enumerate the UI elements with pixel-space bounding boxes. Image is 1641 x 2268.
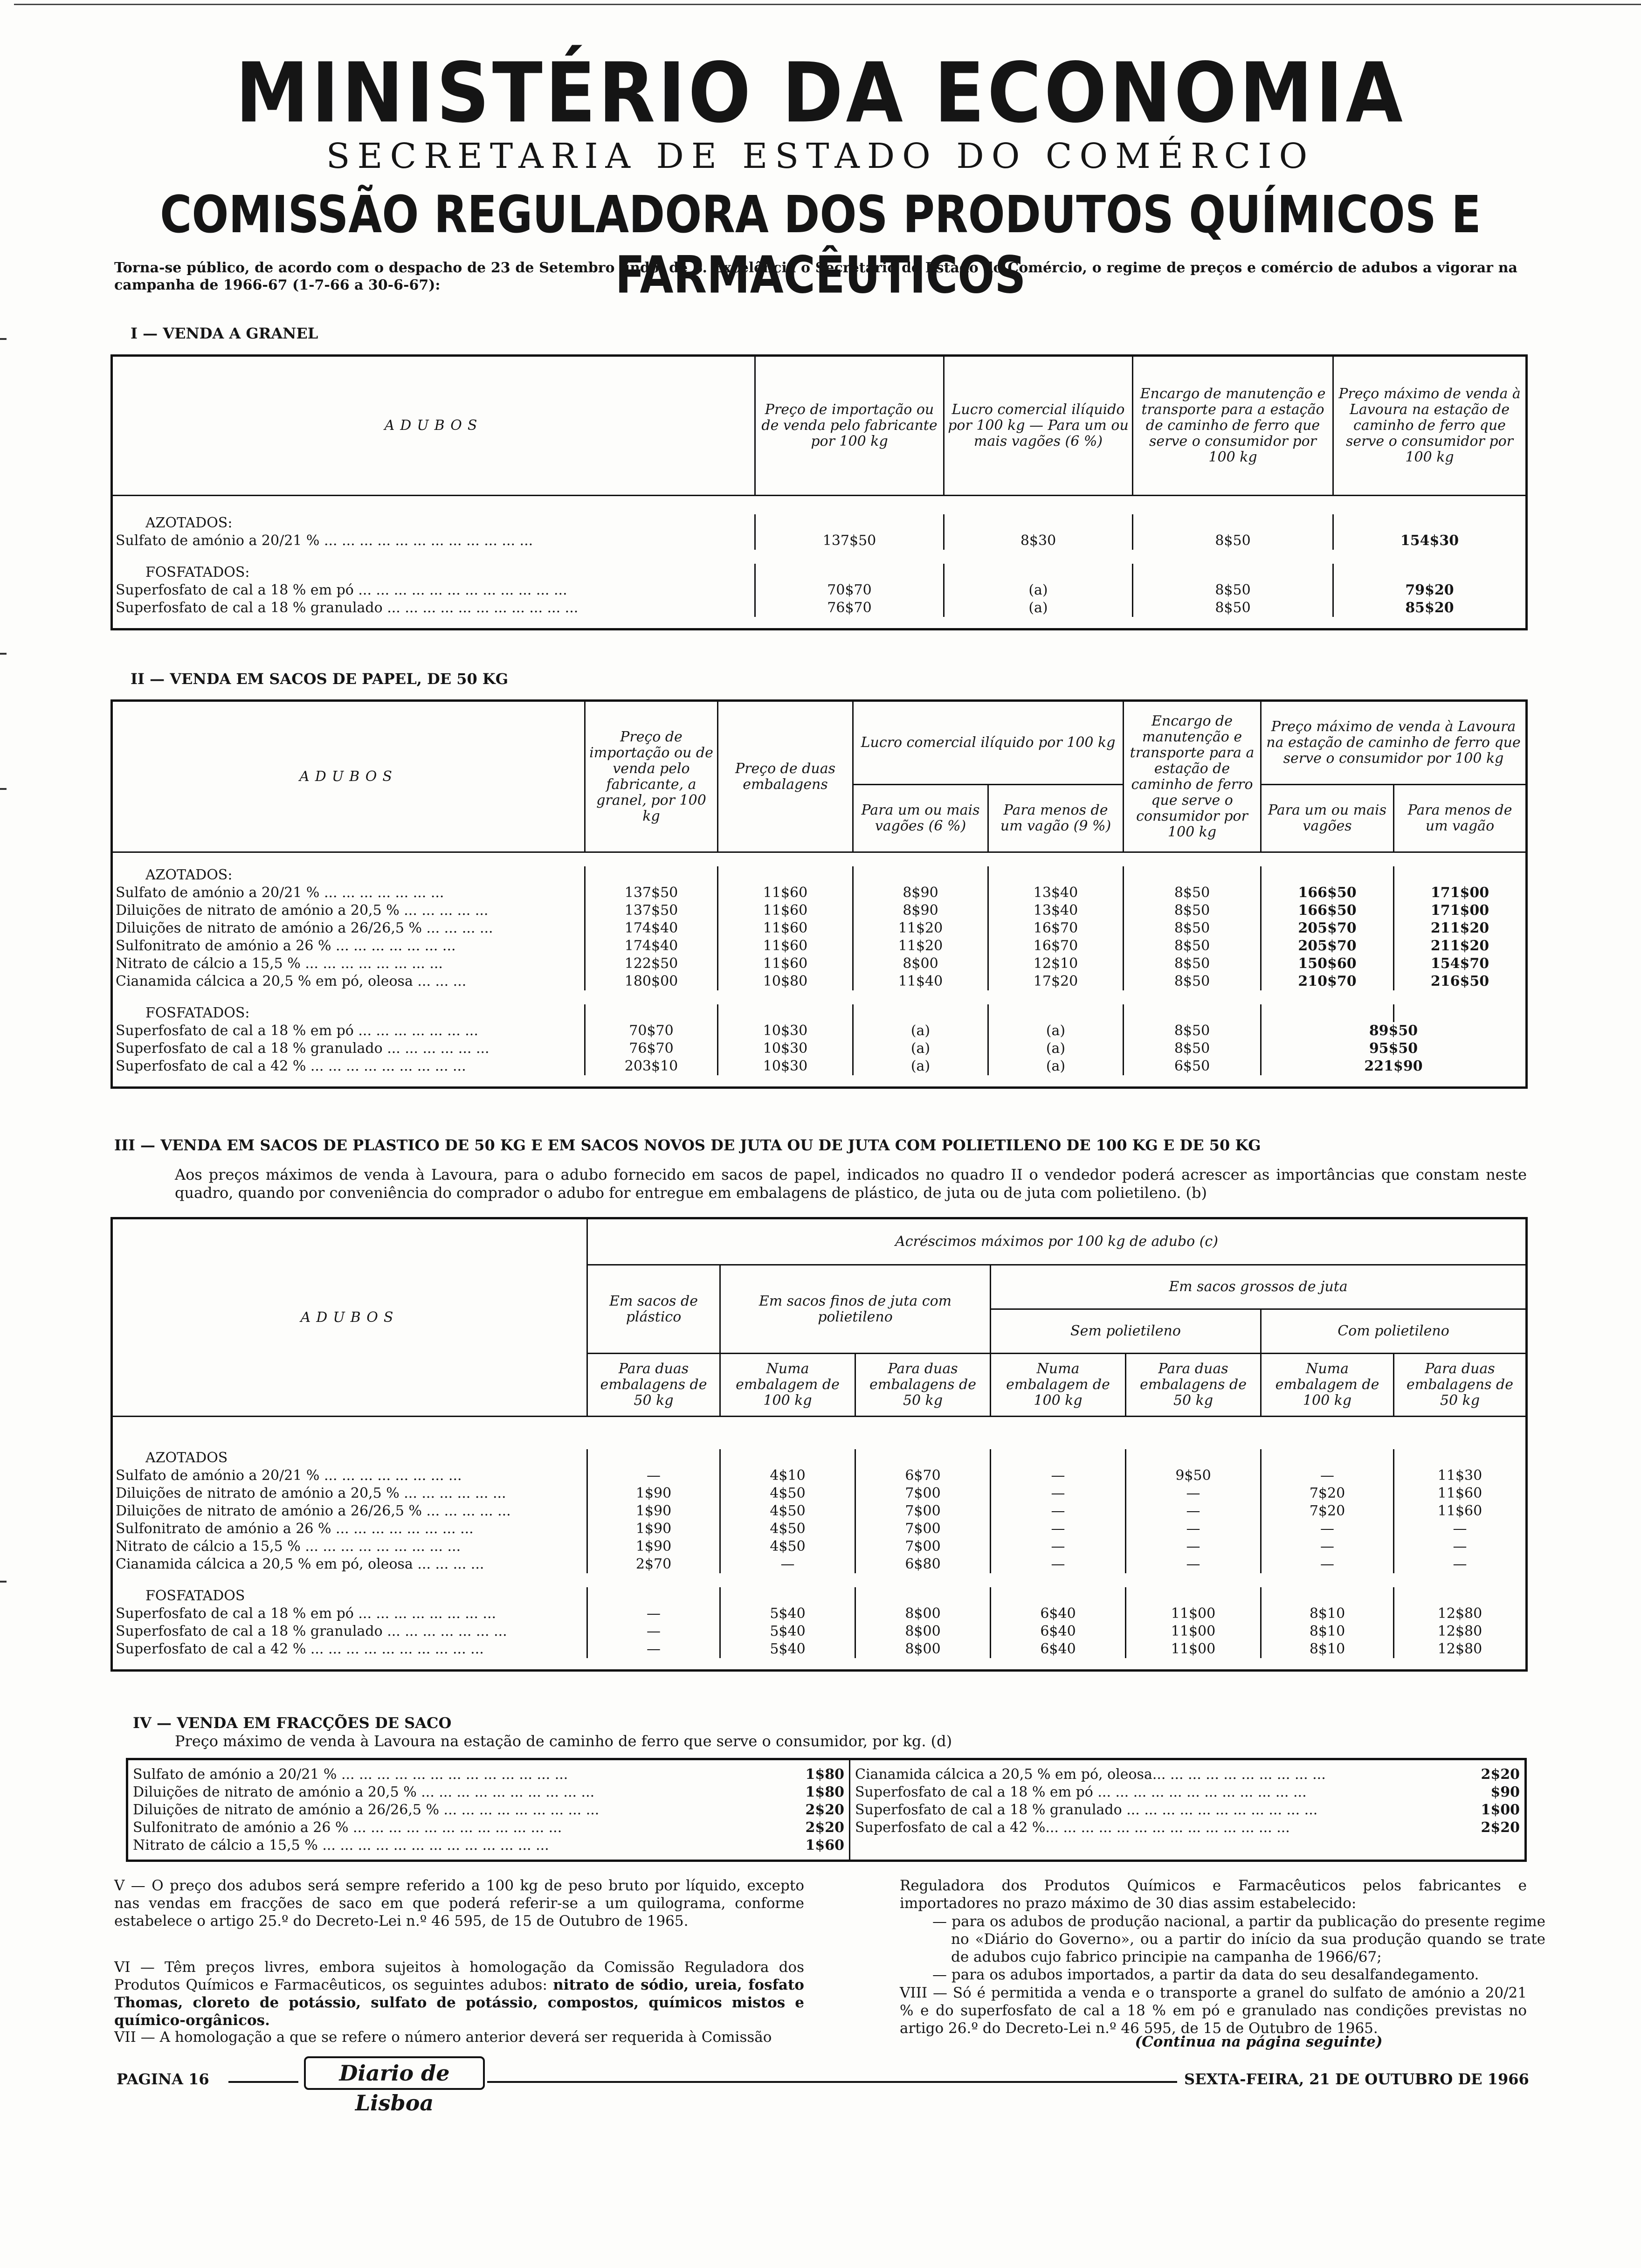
price-cell: 205$70 — [1261, 920, 1394, 937]
price-cell: 11$00 — [1126, 1605, 1261, 1623]
table-row — [112, 1556, 1527, 1573]
price-cell: — — [587, 1640, 720, 1658]
price-cell: 76$70 — [755, 599, 944, 617]
price-cell: 79$20 — [1333, 581, 1527, 599]
product-name: Diluições de nitrato de amónio a 20,5 % ... ... ... ... ... ... ... ... ... ... — [133, 1784, 595, 1800]
table-row — [112, 599, 1527, 617]
product-name: Superfosfato de cal a 18 % granulado ... ... ... ... ... ... ... ... ... ... ... — [112, 599, 755, 617]
price-cell: 11$60 — [718, 902, 853, 920]
price-cell: 7$20 — [1261, 1485, 1394, 1502]
col-max-price: Preço máximo de venda à Lavoura na estação de caminho de ferro que serve o consumidor por 100 kg — [1261, 701, 1527, 785]
price-cell: 1$90 — [587, 1538, 720, 1556]
table-row — [112, 937, 1527, 955]
price-cell: 11$60 — [718, 884, 853, 902]
price-cell: 11$60 — [1394, 1485, 1527, 1502]
price-cell: 13$40 — [988, 902, 1124, 920]
price-cell: 12$80 — [1394, 1623, 1527, 1640]
col-margin-less-wagon: Para menos de um vagão (9 %) — [988, 785, 1124, 852]
col-transport-charge: Encargo de manutenção e transporte para a estação de caminho de ferro que serve o consumidor por 100 kg — [1133, 356, 1333, 496]
note-bullet-1: — para os adubos de produção nacional, a partir da publicação do presente regime no «Diário do Governo», ou a partir do início da sua produção quando se trate de adubos cujo fabrico principie na campanha de 1966/67; — [932, 1913, 1545, 1965]
product-name: Cianamida cálcica a 20,5 % em pó, oleosa ... ... ... ... — [112, 1556, 587, 1573]
price-cell: 11$60 — [718, 937, 853, 955]
price-cell: 216$50 — [1394, 973, 1527, 990]
group-label: AZOTADOS: — [112, 866, 585, 884]
price-cell: 89$50 — [1261, 1022, 1527, 1040]
price-cell: 7$20 — [1261, 1502, 1394, 1520]
spacer-row — [112, 496, 1527, 514]
col-coarse-jute-sacks: Em sacos grossos de juta — [991, 1265, 1527, 1309]
price-cell: 10$30 — [718, 1040, 853, 1058]
price-cell: 154$70 — [1394, 955, 1527, 973]
col-transport-charge: Encargo de manutenção e transporte para a estação de caminho de ferro que serve o consumidor por 100 kg — [1124, 701, 1261, 852]
price-cell: 1$90 — [587, 1485, 720, 1502]
price-cell: 11$60 — [1394, 1502, 1527, 1520]
product-name: Cianamida cálcica a 20,5 % em pó, oleosa... ... ... ... ... ... ... ... ... ... — [850, 1766, 1456, 1784]
price-cell: 150$60 — [1261, 955, 1394, 973]
price-cell: 8$10 — [1261, 1623, 1394, 1640]
product-name: Sulfonitrato de amónio a 26 % ... ... ... ... ... ... ... ... — [112, 1520, 587, 1538]
price-cell: — — [1261, 1467, 1394, 1485]
product-name: Superfosfato de cal a 42 % ... ... ... ... ... ... ... ... ... ... — [112, 1640, 587, 1658]
page-title: MINISTÉRIO DA ECONOMIA — [235, 45, 1406, 142]
price-cell: 2$70 — [587, 1556, 720, 1573]
col-with-polyethylene: Com polietileno — [1261, 1309, 1527, 1354]
price-cell: — — [1261, 1556, 1394, 1573]
price-cell: 1$80 — [805, 1766, 844, 1783]
price-cell: 11$30 — [1394, 1467, 1527, 1485]
note-vi-lead: VI — Têm preços livres, embora sujeitos à homologação da Comissão Reguladora dos Produtos Químicos e Farmacêuticos, os seguintes adubos: — [114, 1959, 804, 1993]
col-adubos: ADUBOS — [112, 356, 755, 496]
price-cell: — — [1126, 1485, 1261, 1502]
col-two-packs-50kg: Para duas embalagens de 50 kg — [1126, 1354, 1261, 1417]
price-cell: 6$50 — [1124, 1058, 1261, 1075]
price-cell: (a) — [988, 1058, 1124, 1075]
price-cell: 211$20 — [1394, 937, 1527, 955]
table-row — [112, 884, 1527, 902]
price-cell: — — [991, 1538, 1126, 1556]
price-cell: — — [587, 1605, 720, 1623]
price-cell: 8$50 — [1124, 902, 1261, 920]
price-cell: — — [587, 1623, 720, 1640]
section-4-paragraph: Preço máximo de venda à Lavoura na estação de caminho de ferro que serve o consumidor, por kg. (d) — [175, 1732, 952, 1750]
spacer-row — [127, 1854, 1526, 1861]
price-cell: 6$40 — [991, 1640, 1126, 1658]
price-cell: 8$50 — [1124, 973, 1261, 990]
table-row — [127, 1837, 1526, 1854]
table-row — [112, 1040, 1527, 1058]
spacer-row — [112, 617, 1527, 629]
table-row — [127, 1766, 1526, 1784]
price-cell: $90 — [1490, 1784, 1520, 1800]
table-row — [112, 581, 1527, 599]
price-cell: 10$30 — [718, 1058, 853, 1075]
table-row — [112, 1623, 1527, 1640]
group-row — [112, 866, 1527, 884]
price-cell: 1$00 — [1481, 1801, 1520, 1818]
price-cell: 16$70 — [988, 920, 1124, 937]
price-cell: 7$00 — [855, 1485, 991, 1502]
col-import-price: Preço de importação ou de venda pelo fabricante por 100 kg — [755, 356, 944, 496]
paper-sack-table — [110, 699, 1528, 1089]
price-cell: 174$40 — [585, 937, 718, 955]
spacer-row — [127, 1759, 1526, 1766]
col-plastic-sacks: Em sacos de plástico — [587, 1265, 720, 1354]
margin-mark — [0, 1581, 7, 1583]
table-row — [112, 1467, 1527, 1485]
col-two-packs-50kg: Para duas embalagens de 50 kg — [587, 1354, 720, 1417]
product-name: Superfosfato de cal a 18 % em pó ... ... ... ... ... ... ... — [112, 1022, 585, 1040]
price-cell: (a) — [988, 1022, 1124, 1040]
price-cell: 203$10 — [585, 1058, 718, 1075]
product-name: Superfosfato de cal a 18 % em pó ... ... ... ... ... ... ... ... ... ... ... ... — [850, 1784, 1456, 1801]
col-one-pack-100kg: Numa embalagem de 100 kg — [720, 1354, 855, 1417]
product-name: Sulfato de amónio a 20/21 % ... ... ... ... ... ... ... ... ... ... ... ... ... — [133, 1766, 568, 1783]
page-subtitle: SECRETARIA DE ESTADO DO COMÉRCIO — [326, 136, 1315, 176]
product-name: Sulfonitrato de amónio a 26 % ... ... ... ... ... ... ... ... ... ... ... ... — [133, 1819, 562, 1836]
price-cell: 8$10 — [1261, 1605, 1394, 1623]
price-cell: 12$10 — [988, 955, 1124, 973]
group-row — [112, 1587, 1527, 1605]
section-3-paragraph: Aos preços máximos de venda à Lavoura, para o adubo fornecido em sacos de papel, indicados no quadro II o vendedor poderá acrescer as importâncias que constam neste quadro, quando por conveniência do comprador o adubo for entregue em embalagens de plástico, de juta ou de juta com polietileno. (b) — [175, 1166, 1527, 1202]
section-2-heading: II — VENDA EM SACOS DE PAPEL, DE 50 KG — [131, 670, 509, 688]
product-name: Diluições de nitrato de amónio a 26/26,5 % ... ... ... ... ... ... ... ... ... — [133, 1801, 600, 1818]
table-row — [112, 1502, 1527, 1520]
page-number: PAGINA 16 — [117, 2070, 209, 2088]
price-cell: — — [1261, 1538, 1394, 1556]
product-name: Superfosfato de cal a 42 % ... ... ... ... ... ... ... ... ... — [112, 1058, 585, 1075]
table-row — [127, 1784, 1526, 1801]
price-cell: 8$00 — [853, 955, 988, 973]
price-cell: 7$00 — [855, 1538, 991, 1556]
price-cell: 2$20 — [1481, 1766, 1520, 1783]
price-cell: 137$50 — [755, 532, 944, 550]
price-cell: — — [991, 1556, 1126, 1573]
price-cell: 6$40 — [991, 1623, 1126, 1640]
col-margin-one-wagon: Para um ou mais vagões (6 %) — [853, 785, 988, 852]
price-cell: 210$70 — [1261, 973, 1394, 990]
price-cell: 205$70 — [1261, 937, 1394, 955]
product-name: Superfosfato de cal a 18 % granulado ... ... ... ... ... ... — [112, 1040, 585, 1058]
note-vi — [114, 1958, 804, 2029]
margin-mark — [0, 338, 7, 340]
price-cell: — — [1394, 1538, 1527, 1556]
margin-mark — [0, 653, 7, 655]
price-cell: 8$50 — [1133, 581, 1333, 599]
product-name: Superfosfato de cal a 18 % em pó ... ... ... ... ... ... ... ... — [112, 1605, 587, 1623]
spacer-row — [112, 990, 1527, 1004]
col-price-less-wagon: Para menos de um vagão — [1394, 785, 1527, 852]
price-cell: 8$30 — [944, 532, 1133, 550]
price-cell: 11$20 — [853, 920, 988, 937]
price-cell: 9$50 — [1126, 1467, 1261, 1485]
footer-rule — [487, 2081, 1177, 2083]
price-cell: 8$00 — [855, 1623, 991, 1640]
price-cell: (a) — [853, 1022, 988, 1040]
footer-rule — [228, 2081, 298, 2083]
spacer-row — [112, 1417, 1527, 1449]
product-name: Diluições de nitrato de amónio a 20,5 % ... ... ... ... ... — [112, 902, 585, 920]
price-cell: 211$20 — [1394, 920, 1527, 937]
note-vii-continued: Reguladora dos Produtos Químicos e Farmacêuticos pelos fabricantes e importadores no prazo máximo de 30 dias assim estabelecido: — [900, 1877, 1527, 1912]
price-cell: — — [720, 1556, 855, 1573]
price-cell: 8$90 — [853, 884, 988, 902]
price-cell: 11$60 — [718, 920, 853, 937]
table-row — [112, 973, 1527, 990]
price-cell: 4$50 — [720, 1538, 855, 1556]
price-cell: 221$90 — [1261, 1058, 1527, 1075]
price-cell: 76$70 — [585, 1040, 718, 1058]
col-two-packs-50kg: Para duas embalagens de 50 kg — [855, 1354, 991, 1417]
price-cell: 7$00 — [855, 1520, 991, 1538]
price-cell: 174$40 — [585, 920, 718, 937]
group-label: AZOTADOS: — [112, 514, 755, 532]
table-row — [127, 1801, 1526, 1819]
price-cell: 4$10 — [720, 1467, 855, 1485]
price-cell: 12$80 — [1394, 1605, 1527, 1623]
product-name: Superfosfato de cal a 18 % granulado ... ... ... ... ... ... ... — [112, 1623, 587, 1640]
product-name: Sulfonitrato de amónio a 26 % ... ... ... ... ... ... ... — [112, 937, 585, 955]
price-cell: 10$80 — [718, 973, 853, 990]
fractional-sack-table — [126, 1758, 1527, 1862]
price-cell: 8$00 — [855, 1605, 991, 1623]
price-cell: 11$00 — [1126, 1623, 1261, 1640]
price-cell: 4$50 — [720, 1485, 855, 1502]
note-bullet-2: — para os adubos importados, a partir da data do seu desalfandegamento. — [932, 1966, 1479, 1983]
price-cell: (a) — [853, 1058, 988, 1075]
col-fine-jute-sacks: Em sacos finos de juta com polietileno — [720, 1265, 991, 1354]
price-cell: 2$20 — [805, 1801, 844, 1818]
col-max-price: Preço máximo de venda à Lavoura na estação de caminho de ferro que serve o consumidor por 100 kg — [1333, 356, 1527, 496]
price-cell: — — [991, 1520, 1126, 1538]
plastic-jute-sack-table — [110, 1217, 1528, 1672]
spacer-row — [112, 550, 1527, 564]
price-cell: 12$80 — [1394, 1640, 1527, 1658]
price-cell: 8$50 — [1133, 599, 1333, 617]
intro-paragraph: Torna-se público, de acordo com o despacho de 23 de Setembro findo, de S. Excelência o Secretário de Estado do Comércio, o regime de preços e comércio de adubos a vigorar na campanha de 1966-67 (1-7-66 a 30-6-67): — [114, 260, 1517, 293]
product-name: Superfosfato de cal a 42 %... ... ... ... ... ... ... ... ... ... ... ... ... ... — [850, 1819, 1456, 1837]
group-row — [112, 1449, 1527, 1467]
table-row — [112, 955, 1527, 973]
price-cell: 8$50 — [1124, 1022, 1261, 1040]
table-row — [112, 1520, 1527, 1538]
spacer-row — [112, 852, 1527, 866]
table-row — [112, 920, 1527, 937]
spacer-row — [112, 1658, 1527, 1671]
commission-title: COMISSÃO REGULADORA DOS PRODUTOS QUÍMICOS E FARMACÊUTICOS — [160, 185, 1481, 305]
price-cell: 8$00 — [855, 1640, 991, 1658]
note-vi-products: nitrato de sódio, ureia, fosfato Thomas, cloreto de potássio, sulfato de potássio, compostos, químicos mistos e químico-orgânicos. — [114, 1977, 804, 2029]
bulk-sales-table — [110, 354, 1528, 630]
price-cell: 137$50 — [585, 902, 718, 920]
price-cell: 1$90 — [587, 1502, 720, 1520]
price-cell: 171$00 — [1394, 884, 1527, 902]
product-name: Sulfato de amónio a 20/21 % ... ... ... ... ... ... ... — [112, 884, 585, 902]
price-cell: (a) — [988, 1040, 1124, 1058]
product-name: Sulfato de amónio a 20/21 % ... ... ... ... ... ... ... ... — [112, 1467, 587, 1485]
price-cell: 8$10 — [1261, 1640, 1394, 1658]
price-cell: 2$20 — [1481, 1819, 1520, 1836]
price-cell: — — [991, 1502, 1126, 1520]
product-name: Nitrato de cálcio a 15,5 % ... ... ... ... ... ... ... ... ... — [112, 1538, 587, 1556]
table-row — [112, 1640, 1527, 1658]
group-label: FOSFATADOS — [112, 1587, 587, 1605]
table-row — [112, 1058, 1527, 1075]
price-cell: (a) — [944, 581, 1133, 599]
price-cell: 8$50 — [1124, 937, 1261, 955]
continued-notice: (Continua na página seguinte) — [1135, 2033, 1383, 2050]
price-cell: — — [587, 1467, 720, 1485]
price-cell: 5$40 — [720, 1623, 855, 1640]
col-without-polyethylene: Sem polietileno — [991, 1309, 1261, 1354]
table-row — [112, 1022, 1527, 1040]
col-two-packs-50kg: Para duas embalagens de 50 kg — [1394, 1354, 1527, 1417]
group-label: FOSFATADOS: — [112, 564, 755, 581]
spacer-row — [112, 1573, 1527, 1587]
section-3-heading: III — VENDA EM SACOS DE PLASTICO DE 50 KG E EM SACOS NOVOS DE JUTA OU DE JUTA COM POLIETILENO DE 100 KG E DE 50 KG — [114, 1136, 1261, 1154]
product-name: Diluições de nitrato de amónio a 20,5 % ... ... ... ... ... ... — [112, 1485, 587, 1502]
price-cell: — — [1394, 1520, 1527, 1538]
price-cell: 4$50 — [720, 1502, 855, 1520]
price-cell: 171$00 — [1394, 902, 1527, 920]
group-row — [112, 1004, 1527, 1022]
product-name: Sulfato de amónio a 20/21 % ... ... ... ... ... ... ... ... ... ... ... ... — [112, 532, 755, 550]
col-price-one-wagon: Para um ou mais vagões — [1261, 785, 1394, 852]
product-name: Diluições de nitrato de amónio a 26/26,5 % ... ... ... ... ... — [112, 1502, 587, 1520]
col-import-price: Preço de importação ou de venda pelo fabricante, a granel, por 100 kg — [585, 701, 718, 852]
product-name: Nitrato de cálcio a 15,5 % ... ... ... ... ... ... ... ... ... ... ... ... ... — [133, 1837, 549, 1853]
price-cell: 180$00 — [585, 973, 718, 990]
section-4-heading: IV — VENDA EM FRACÇÕES DE SACO — [133, 1714, 452, 1732]
price-cell: 1$90 — [587, 1520, 720, 1538]
product-name: Superfosfato de cal a 18 % granulado ... ... ... ... ... ... ... ... ... ... ... — [850, 1801, 1456, 1819]
price-cell: 4$50 — [720, 1520, 855, 1538]
table-row — [112, 1485, 1527, 1502]
price-cell: 8$90 — [853, 902, 988, 920]
note-viii: VIII — Só é permitida a venda e o transporte a granel do sulfato de amónio a 20/21 % e do superfosfato de cal a 18 % em pó e granulado nas condições previstas no artigo 26.º do Decreto-Lei n.º 46 595, de 15 de Outubro de 1965. — [900, 1984, 1527, 2037]
newspaper-logo: Diario de Lisboa — [304, 2056, 485, 2090]
price-cell: — — [991, 1485, 1126, 1502]
col-one-pack-100kg: Numa embalagem de 100 kg — [1261, 1354, 1394, 1417]
col-adubos: ADUBOS — [112, 1218, 587, 1417]
price-cell: 8$50 — [1124, 1040, 1261, 1058]
group-row — [112, 514, 1527, 532]
price-cell: 85$20 — [1333, 599, 1527, 617]
price-cell: — — [1394, 1556, 1527, 1573]
price-cell: 13$40 — [988, 884, 1124, 902]
note-v: V — O preço dos adubos será sempre referido a 100 kg de peso bruto por líquido, excepto nas vendas em fracções de saco em que poderá referir-se a um quilograma, conforme estabelece o artigo 25.º do Decreto-Lei n.º 46 595, de 15 de Outubro de 1965. — [114, 1877, 804, 1929]
publication-date: SEXTA-FEIRA, 21 DE OUTUBRO DE 1966 — [1184, 2070, 1529, 2088]
group-label: FOSFATADOS: — [112, 1004, 585, 1022]
price-cell: 154$30 — [1333, 532, 1527, 550]
section-1-heading: I — VENDA A GRANEL — [131, 325, 318, 342]
price-cell: 137$50 — [585, 884, 718, 902]
price-cell: 6$70 — [855, 1467, 991, 1485]
price-cell: — — [1126, 1520, 1261, 1538]
price-cell: 8$50 — [1124, 955, 1261, 973]
table-row — [127, 1819, 1526, 1837]
product-name: Superfosfato de cal a 18 % em pó ... ... ... ... ... ... ... ... ... ... ... ... — [112, 581, 755, 599]
price-cell: 11$40 — [853, 973, 988, 990]
price-cell: 11$00 — [1126, 1640, 1261, 1658]
price-cell: — — [1126, 1538, 1261, 1556]
price-cell: 70$70 — [585, 1022, 718, 1040]
price-cell: 17$20 — [988, 973, 1124, 990]
price-cell: 11$60 — [718, 955, 853, 973]
table-row — [112, 1538, 1527, 1556]
price-cell: 6$80 — [855, 1556, 991, 1573]
price-cell: 2$20 — [805, 1819, 844, 1836]
price-cell: 6$40 — [991, 1605, 1126, 1623]
note-vii: VII — A homologação a que se refere o número anterior deverá ser requerida à Comissão — [114, 2029, 772, 2046]
top-rule — [14, 4, 1641, 5]
price-cell: (a) — [944, 599, 1133, 617]
price-cell: 166$50 — [1261, 884, 1394, 902]
price-cell: 16$70 — [988, 937, 1124, 955]
spacer-row — [112, 1075, 1527, 1088]
price-cell: 10$30 — [718, 1022, 853, 1040]
price-cell: 166$50 — [1261, 902, 1394, 920]
table-row — [112, 1605, 1527, 1623]
table-row — [112, 902, 1527, 920]
product-name: Cianamida cálcica a 20,5 % em pó, oleosa ... ... ... — [112, 973, 585, 990]
price-cell: 8$50 — [1124, 884, 1261, 902]
price-cell: — — [991, 1467, 1126, 1485]
price-cell: — — [1126, 1502, 1261, 1520]
product-name: Diluições de nitrato de amónio a 26/26,5 % ... ... ... ... — [112, 920, 585, 937]
col-adubos: ADUBOS — [112, 701, 585, 852]
col-commercial-margin: Lucro comercial ilíquido por 100 kg — Para um ou mais vagões (6 %) — [944, 356, 1133, 496]
col-packaging-price: Preço de duas embalagens — [718, 701, 853, 852]
group-row — [112, 564, 1527, 581]
price-cell: 95$50 — [1261, 1040, 1527, 1058]
price-cell: 5$40 — [720, 1605, 855, 1623]
price-cell: 5$40 — [720, 1640, 855, 1658]
price-cell: 7$00 — [855, 1502, 991, 1520]
table-row — [112, 532, 1527, 550]
price-cell: — — [1126, 1556, 1261, 1573]
price-cell: 8$50 — [1133, 532, 1333, 550]
price-cell: 70$70 — [755, 581, 944, 599]
margin-mark — [0, 788, 7, 790]
price-cell: (a) — [853, 1040, 988, 1058]
product-name: Nitrato de cálcio a 15,5 % ... ... ... ... ... ... ... ... — [112, 955, 585, 973]
price-cell: 8$50 — [1124, 920, 1261, 937]
price-cell: 11$20 — [853, 937, 988, 955]
group-label: AZOTADOS — [112, 1449, 587, 1467]
col-commercial-margin: Lucro comercial ilíquido por 100 kg — [853, 701, 1124, 785]
price-cell: — — [1261, 1520, 1394, 1538]
price-cell: 122$50 — [585, 955, 718, 973]
price-cell: 1$60 — [805, 1837, 844, 1853]
price-cell: 1$80 — [805, 1784, 844, 1800]
col-max-increments: Acréscimos máximos por 100 kg de adubo (c) — [587, 1218, 1527, 1265]
col-one-pack-100kg: Numa embalagem de 100 kg — [991, 1354, 1126, 1417]
